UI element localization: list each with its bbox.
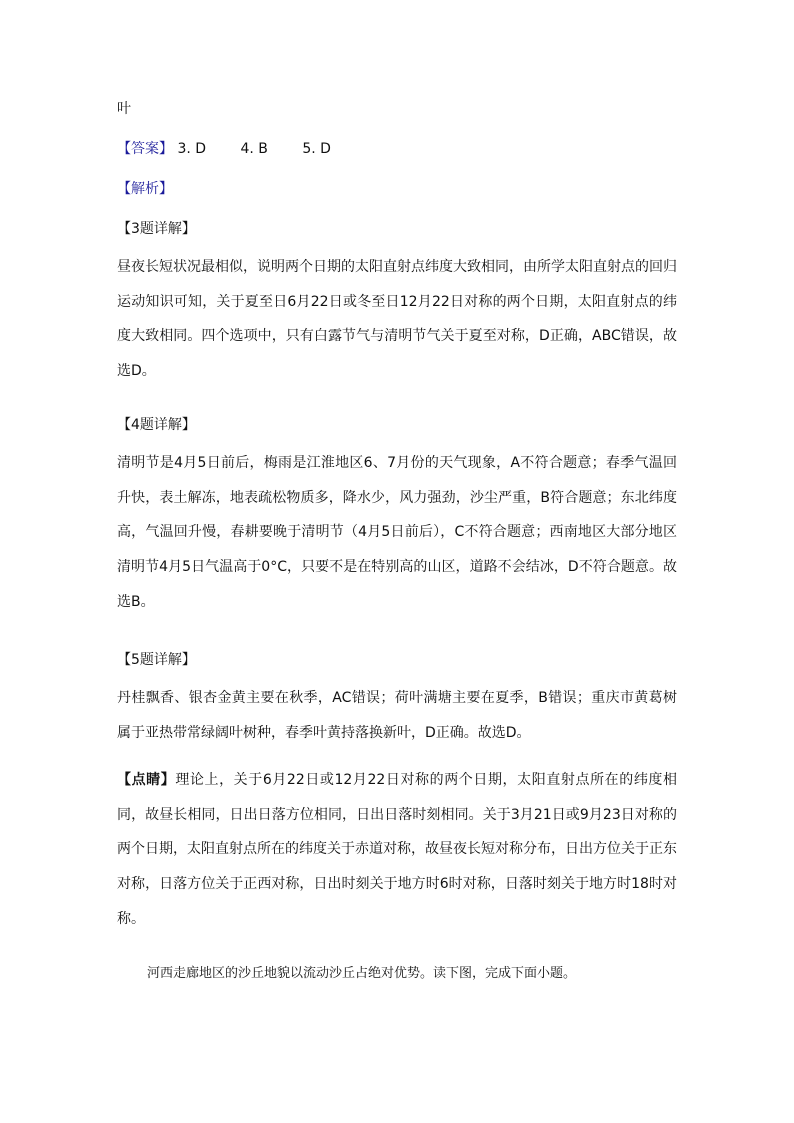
answer-item-5: 5. D <box>302 141 331 157</box>
q5-text: 丹桂飘香、银杏金黄主要在秋季，AC错误；荷叶满塘主要在夏季，B错误；重庆市黄葛树属于亚热带常绿阔叶树种，春季叶黄持落换新叶，D正确。故选D。 <box>117 690 677 741</box>
q3-text: 昼夜长短状况最相似，说明两个日期的太阳直射点纬度大致相同，由所学太阳直射点的回归运动知识可知，关于夏至日6月22日或冬至日12月22日对称的两个日期，太阳直射点的纬度大致相同。四个选项中，只有白露节气与清明节气关于夏至对称，D正确，ABC错误，故选D。 <box>117 259 677 380</box>
q3-heading: 【3题详解】 <box>117 221 196 237</box>
next-question-intro: 河西走廊地区的沙丘地貌以流动沙丘占绝对优势。读下图，完成下面小题。 <box>147 966 577 981</box>
top-fragment: 叶 <box>117 101 131 117</box>
answer-item-3: 3. D <box>177 141 207 157</box>
q5-heading: 【5题详解】 <box>117 652 196 668</box>
answer-item-4: 4. B <box>240 141 268 157</box>
q4-heading: 【4题详解】 <box>117 417 196 433</box>
answer-label: 【答案】 <box>117 141 173 157</box>
dianjing-label: 【点睛】 <box>117 772 176 788</box>
answer-line <box>117 139 361 159</box>
q4-text: 清明节是4月5日前后，梅雨是江淮地区6、7月份的天气现象，A不符合题意；春季气温回升快，表土解冻，地表疏松物质多，降水少，风力强劲，沙尘严重，B符合题意；东北纬度高，气温回升慢，春耕要晚于清明节（4月5日前后），C不符合题意；西南地区大部分地区清明节4月5日气温高于0°C，只要不是在特别高的山区，道路不会结冰，D不符合题意。故选B。 <box>117 455 677 610</box>
dianjing-text: 理论上，关于6月22日或12月22日对称的两个日期，太阳直射点所在的纬度相同，故昼长相同，日出日落方位相同，日出日落时刻相同。关于3月21日或9月23日对称的两个日期，太阳直射点所在的纬度关于赤道对称，故昼夜长短对称分布，日出方位关于正东对称，日落方位关于正西对称，日出时刻关于地方时6时对称，日落时刻关于地方时18时对称。 <box>117 772 677 927</box>
analysis-label: 【解析】 <box>117 181 173 197</box>
dianjing-paragraph <box>117 763 677 937</box>
